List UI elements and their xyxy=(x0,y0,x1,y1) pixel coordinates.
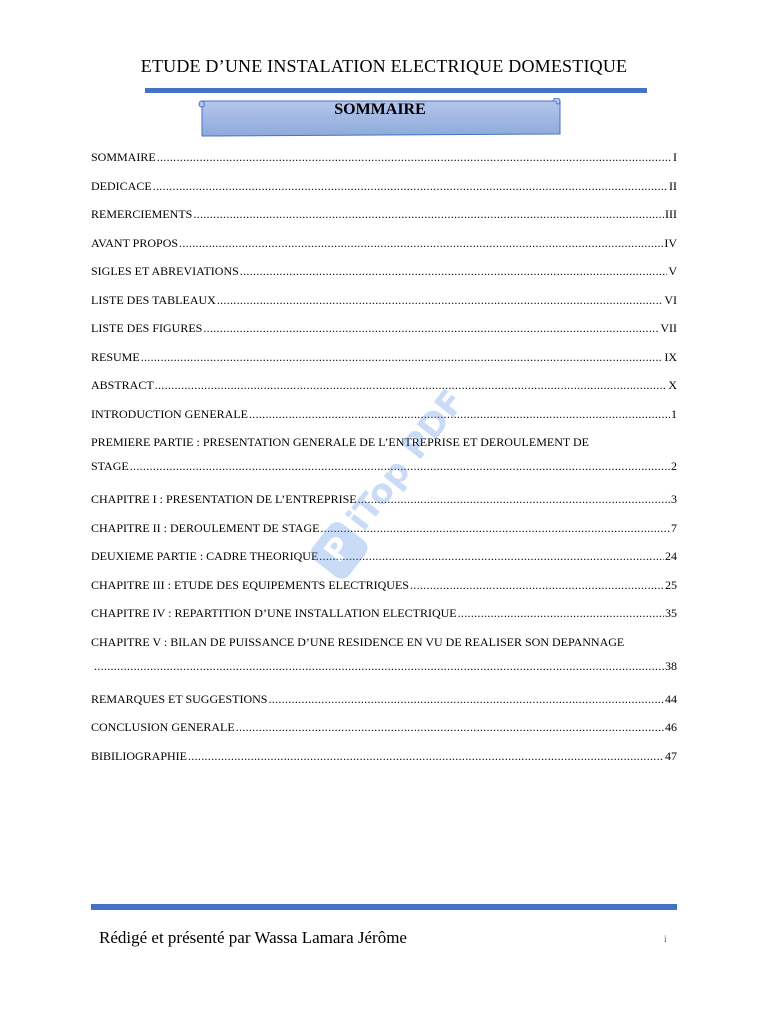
toc-entry-label: REMERCIEMENTS xyxy=(91,207,193,221)
toc-dot-leader xyxy=(179,236,663,251)
toc-entry[interactable] xyxy=(91,236,677,265)
toc-entry-page: 44 xyxy=(665,691,677,706)
toc-entry-page: IX xyxy=(664,349,677,364)
toc-entry-page: IV xyxy=(664,235,677,250)
toc-entry-page: VII xyxy=(660,321,677,335)
toc-entry-label-continued: STAGE xyxy=(91,459,129,473)
toc-dot-leader xyxy=(268,692,664,707)
toc-entry-label: CONCLUSION GENERALE xyxy=(91,720,235,734)
toc-entry-page: V xyxy=(668,264,677,278)
toc-entry-label: ABSTRACT xyxy=(91,378,154,392)
toc-entry-label: BIBILIOGRAPHIE xyxy=(91,748,187,763)
toc-entry-label: CHAPITRE II : DEROULEMENT DE STAGE xyxy=(91,520,320,535)
toc-entry-page: X xyxy=(668,378,677,392)
toc-entry-page: II xyxy=(669,178,677,193)
sommaire-banner xyxy=(196,98,564,138)
sommaire-title: SOMMAIRE xyxy=(334,101,426,118)
toc-entry[interactable] xyxy=(91,264,677,293)
toc-dot-leader xyxy=(94,659,664,674)
toc-dot-leader xyxy=(153,179,668,194)
toc-entry-page: VI xyxy=(664,292,677,307)
toc-entry-label: LISTE DES FIGURES xyxy=(91,321,203,335)
toc-entry-label: CHAPITRE III : ETUDE DES EQUIPEMENTS ELECTRIQUES xyxy=(91,577,409,592)
toc-entry-label: PREMIERE PARTIE : PRESENTATION GENERALE DE L’ENTREPRISE ET DEROULEMENT DE xyxy=(91,435,589,449)
watermark-text: iTop PDF xyxy=(339,382,473,539)
toc-entry-page: 7 xyxy=(671,520,677,535)
toc-entry-page: 25 xyxy=(665,577,677,592)
toc-entry-label: REMARQUES ET SUGGESTIONS xyxy=(91,691,268,706)
toc-dot-leader xyxy=(203,321,659,336)
toc-entry-label: INTRODUCTION GENERALE xyxy=(91,406,248,421)
toc-entry-label: DEUXIEME PARTIE : CADRE THEORIQUE xyxy=(91,549,319,563)
toc-entry[interactable] xyxy=(91,179,677,208)
toc-dot-leader xyxy=(236,720,664,735)
footer-rule xyxy=(91,904,677,910)
toc-entry-label: CHAPITRE IV : REPARTITION D’UNE INSTALLATION ELECTRIQUE xyxy=(91,606,457,620)
toc-entry[interactable] xyxy=(91,749,677,778)
footer-author-line: Rédigé et présenté par Wassa Lamara Jérôme xyxy=(99,928,407,947)
toc-entry-page: I xyxy=(673,150,677,164)
toc-dot-leader xyxy=(188,749,664,764)
toc-entry-page: 24 xyxy=(665,549,677,563)
toc-entry-page: 35 xyxy=(665,606,677,620)
toc-entry-page: 3 xyxy=(671,492,677,506)
toc-dot-leader xyxy=(157,150,672,165)
toc-entry-page: 38 xyxy=(665,658,677,673)
toc-entry-page: 1 xyxy=(671,406,677,421)
toc-entry-page: 47 xyxy=(665,748,677,763)
toc-entry[interactable] xyxy=(91,207,677,236)
toc-dot-leader xyxy=(155,378,668,393)
toc-dot-leader xyxy=(141,350,664,365)
toc-entry[interactable] xyxy=(91,635,677,692)
toc-dot-leader xyxy=(217,293,664,308)
toc-dot-leader xyxy=(458,606,664,621)
toc-entry[interactable] xyxy=(91,293,677,322)
toc-entry-page: 46 xyxy=(665,720,677,734)
document-header-title: ETUDE D’UNE INSTALATION ELECTRIQUE DOMESTIQUE xyxy=(140,56,628,76)
toc-entry-label: AVANT PROPOS xyxy=(91,235,179,250)
watermark-badge-letter: P xyxy=(317,530,359,569)
toc-entry-page: III xyxy=(665,207,677,221)
toc-entry-label: SOMMAIRE xyxy=(91,150,156,164)
toc-entry[interactable] xyxy=(91,150,677,179)
toc-entry[interactable] xyxy=(91,720,677,749)
toc-entry[interactable] xyxy=(91,321,677,350)
toc-entry-label: RESUME xyxy=(91,349,140,364)
header-rule xyxy=(145,88,647,93)
toc-dot-leader xyxy=(410,578,664,593)
footer-page-number: i xyxy=(664,934,667,944)
toc-entry-label: LISTE DES TABLEAUX xyxy=(91,292,216,307)
toc-dot-leader xyxy=(193,207,664,222)
toc-entry-label: CHAPITRE I : PRESENTATION DE L’ENTREPRISE xyxy=(91,492,357,506)
toc-entry[interactable] xyxy=(91,350,677,379)
toc-entry[interactable] xyxy=(91,692,677,721)
toc-entry-label: CHAPITRE V : BILAN DE PUISSANCE D’UNE RESIDENCE EN VU DE REALISER SON DEPANNAGE xyxy=(91,634,625,649)
toc-entry-label: SIGLES ET ABREVIATIONS xyxy=(91,264,239,278)
toc-dot-leader xyxy=(240,264,668,279)
toc-entry-page: 2 xyxy=(671,459,677,473)
toc-entry-label: DEDICACE xyxy=(91,178,152,193)
